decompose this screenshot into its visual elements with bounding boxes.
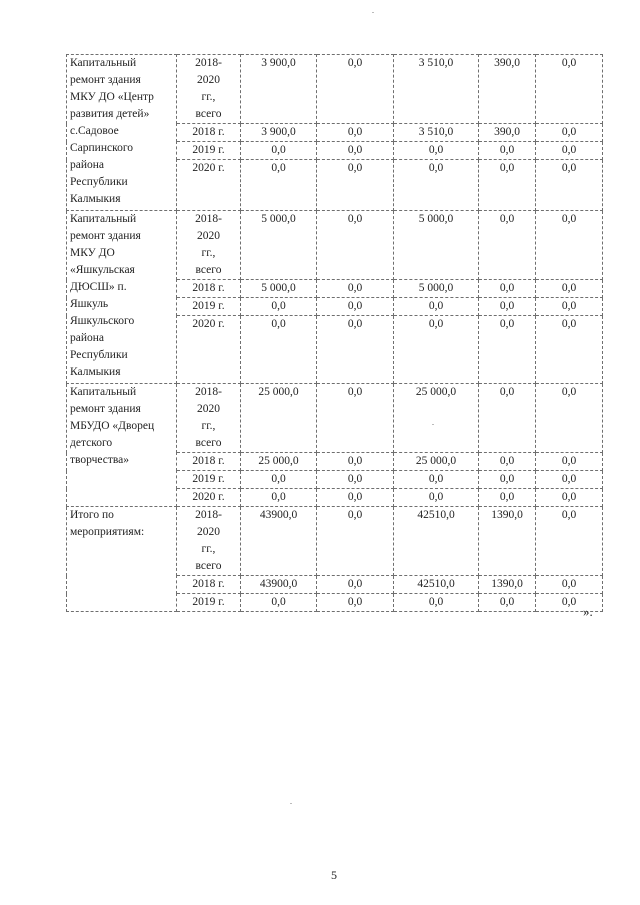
value-cell: 0,0 — [241, 471, 317, 489]
value-cell: 25 000,0 — [241, 453, 317, 471]
period-cell — [177, 384, 241, 453]
value-cell: 0,0 — [317, 142, 394, 160]
activity-name-line: ремонт здания — [70, 74, 141, 86]
value-cell: 0,0 — [479, 384, 536, 453]
activity-name-line: Капитальный — [70, 57, 137, 69]
period-cell — [177, 124, 241, 142]
table-row — [67, 507, 603, 576]
period-line: 2020 г. — [192, 491, 225, 503]
period-line: 2020 — [197, 403, 220, 415]
activity-name-line: Сарпинского — [70, 142, 134, 154]
value-cell: 3 510,0 — [394, 55, 479, 124]
value-cell: 0,0 — [241, 142, 317, 160]
value-cell: 0,0 — [536, 576, 603, 594]
activity-name-cell — [67, 55, 177, 211]
value-cell: 0,0 — [241, 160, 317, 211]
value-cell: 0,0 — [536, 316, 603, 384]
activity-name-cell — [67, 507, 177, 612]
table-row — [67, 211, 603, 280]
value-cell: 0,0 — [241, 594, 317, 612]
scan-speck — [372, 12, 374, 13]
value-cell: 5 000,0 — [394, 211, 479, 280]
value-cell: 25 000,0 — [394, 453, 479, 471]
period-line: всего — [195, 264, 222, 276]
value-cell: 25 000,0 — [241, 384, 317, 453]
activity-name-line: ремонт здания — [70, 230, 141, 242]
period-cell — [177, 576, 241, 594]
value-cell: 0,0 — [241, 316, 317, 384]
activity-name-line: Капитальный — [70, 386, 137, 398]
value-cell: 0,0 — [317, 576, 394, 594]
value-cell: 0,0 — [394, 489, 479, 507]
activity-name-line: развития детей» — [70, 108, 150, 120]
table-row — [67, 384, 603, 453]
value-cell: 0,0 — [479, 211, 536, 280]
period-line: 2019 г. — [192, 144, 225, 156]
period-line: 2020 г. — [192, 162, 225, 174]
period-cell — [177, 594, 241, 612]
table-body — [67, 55, 603, 612]
page-number: 5 — [331, 868, 337, 882]
value-cell: 0,0 — [317, 471, 394, 489]
closing-quote: ». — [583, 604, 593, 619]
value-cell: 1390,0 — [479, 576, 536, 594]
value-cell: 0,0 — [479, 298, 536, 316]
period-cell — [177, 280, 241, 298]
period-line: 2020 — [197, 526, 220, 538]
activity-name-cell — [67, 211, 177, 384]
value-cell: 0,0 — [536, 471, 603, 489]
value-cell: 5 000,0 — [241, 280, 317, 298]
period-line: 2020 г. — [192, 318, 225, 330]
value-cell: 0,0 — [394, 594, 479, 612]
activity-name-line: творчества» — [70, 454, 130, 466]
value-cell: 42510,0 — [394, 576, 479, 594]
activity-name-line: детского — [70, 437, 113, 449]
period-cell — [177, 142, 241, 160]
period-line: всего — [195, 108, 222, 120]
period-line: 2018- — [195, 213, 222, 225]
period-line: 2019 г. — [192, 596, 225, 608]
value-cell: 0,0 — [317, 280, 394, 298]
value-cell: 0,0 — [317, 594, 394, 612]
value-cell: 25 000,0 — [394, 384, 479, 453]
period-line: 2019 г. — [192, 473, 225, 485]
activity-name-line: МБУДО «Дворец — [70, 420, 155, 432]
period-line: 2018 г. — [192, 578, 225, 590]
value-cell: 0,0 — [394, 160, 479, 211]
period-line: гг., — [201, 247, 216, 259]
activity-name-line: района — [70, 159, 105, 171]
activity-name-line: ДЮСШ» п. — [70, 281, 127, 293]
period-line: гг., — [201, 543, 216, 555]
activity-name-line: Калмыкия — [70, 193, 121, 205]
value-cell: 0,0 — [536, 594, 603, 612]
period-cell — [177, 489, 241, 507]
activity-name-line: мероприятиям: — [70, 526, 145, 538]
table-row — [67, 55, 603, 124]
value-cell: 0,0 — [317, 316, 394, 384]
value-cell: 0,0 — [536, 211, 603, 280]
value-cell: 0,0 — [536, 384, 603, 453]
value-cell: 0,0 — [479, 471, 536, 489]
period-line: 2018- — [195, 509, 222, 521]
value-cell: 0,0 — [479, 489, 536, 507]
period-line: гг., — [201, 420, 216, 432]
value-cell: 0,0 — [317, 384, 394, 453]
value-cell: 5 000,0 — [241, 211, 317, 280]
value-cell: 0,0 — [536, 55, 603, 124]
period-line: гг., — [201, 91, 216, 103]
activity-name-line: Республики — [70, 176, 128, 188]
period-cell — [177, 316, 241, 384]
value-cell: 0,0 — [317, 453, 394, 471]
value-cell: 0,0 — [394, 142, 479, 160]
value-cell: 0,0 — [536, 124, 603, 142]
activity-name-cell — [67, 384, 177, 507]
period-line: 2018- — [195, 57, 222, 69]
activity-name-line: «Яшкульская — [70, 264, 135, 276]
value-cell: 390,0 — [479, 124, 536, 142]
value-cell: 0,0 — [317, 124, 394, 142]
value-cell: 0,0 — [394, 471, 479, 489]
value-cell: 0,0 — [536, 298, 603, 316]
period-cell — [177, 471, 241, 489]
value-cell: 0,0 — [536, 453, 603, 471]
activity-name-line: Калмыкия — [70, 366, 121, 378]
activity-name-line: Яшкульского — [70, 315, 135, 327]
value-cell: 0,0 — [536, 280, 603, 298]
value-cell: 0,0 — [536, 489, 603, 507]
value-cell: 0,0 — [479, 453, 536, 471]
value-cell: 0,0 — [317, 507, 394, 576]
activity-name-line: с.Садовое — [70, 125, 119, 137]
value-cell: 0,0 — [536, 142, 603, 160]
value-cell: 0,0 — [317, 489, 394, 507]
value-cell: 0,0 — [317, 211, 394, 280]
period-line: 2020 — [197, 230, 220, 242]
period-line: 2018 г. — [192, 282, 225, 294]
value-cell: 3 510,0 — [394, 124, 479, 142]
scan-speck — [290, 803, 292, 804]
period-cell — [177, 211, 241, 280]
value-cell: 0,0 — [241, 298, 317, 316]
value-cell: 0,0 — [317, 160, 394, 211]
value-cell: 0,0 — [479, 280, 536, 298]
period-line: 2018 г. — [192, 126, 225, 138]
activity-name-line: Капитальный — [70, 213, 137, 225]
value-cell: 390,0 — [479, 55, 536, 124]
activity-name-line: Итого по — [70, 509, 114, 521]
value-cell: 1390,0 — [479, 507, 536, 576]
value-cell: 0,0 — [479, 316, 536, 384]
value-cell: 42510,0 — [394, 507, 479, 576]
period-line: всего — [195, 560, 222, 572]
activity-name-line: МКУ ДО — [70, 247, 115, 259]
activity-name-line: Яшкуль — [70, 298, 109, 310]
value-cell: 3 900,0 — [241, 124, 317, 142]
value-cell: 0,0 — [479, 160, 536, 211]
value-cell: 5 000,0 — [394, 280, 479, 298]
value-cell: 0,0 — [536, 507, 603, 576]
value-cell: 0,0 — [536, 160, 603, 211]
period-line: 2019 г. — [192, 300, 225, 312]
period-cell — [177, 298, 241, 316]
value-cell: 0,0 — [479, 594, 536, 612]
value-cell: 0,0 — [241, 489, 317, 507]
period-cell — [177, 507, 241, 576]
scan-speck — [432, 424, 434, 425]
period-line: 2018- — [195, 386, 222, 398]
activity-name-line: МКУ ДО «Центр — [70, 91, 154, 103]
value-cell: 0,0 — [317, 55, 394, 124]
period-line: 2020 — [197, 74, 220, 86]
value-cell: 43900,0 — [241, 576, 317, 594]
value-cell: 0,0 — [317, 298, 394, 316]
period-cell — [177, 160, 241, 211]
activity-name-line: района — [70, 332, 105, 344]
period-cell — [177, 453, 241, 471]
value-cell: 0,0 — [394, 298, 479, 316]
value-cell: 3 900,0 — [241, 55, 317, 124]
value-cell: 43900,0 — [241, 507, 317, 576]
period-line: всего — [195, 437, 222, 449]
value-cell: 0,0 — [479, 142, 536, 160]
period-line: 2018 г. — [192, 455, 225, 467]
value-cell: 0,0 — [394, 316, 479, 384]
period-cell — [177, 55, 241, 124]
activity-name-line: Республики — [70, 349, 128, 361]
activity-name-line: ремонт здания — [70, 403, 141, 415]
budget-table — [66, 54, 603, 612]
